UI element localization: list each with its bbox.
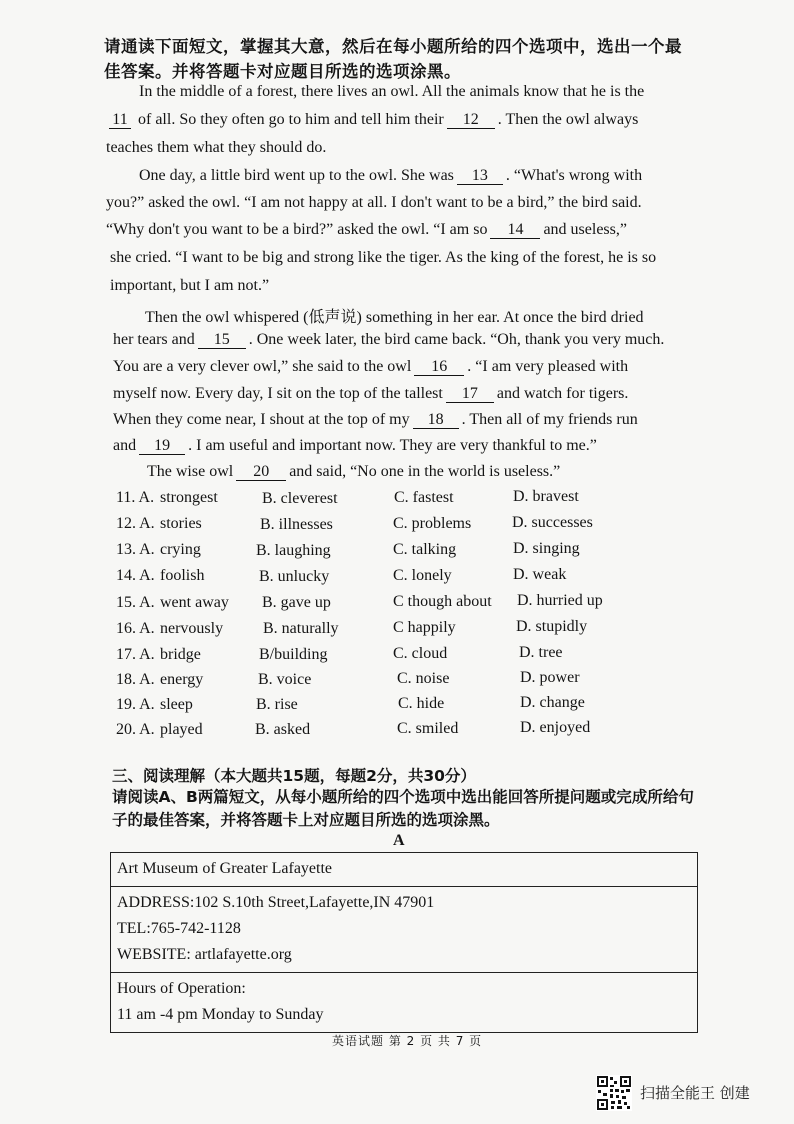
- question-number: 14. A.: [116, 567, 155, 584]
- option-c: C. cloud: [393, 645, 448, 662]
- passage-line: When they come near, I shout at the top of my 18 . Then all of my friends run: [113, 411, 638, 428]
- option-d: D. power: [520, 669, 580, 686]
- option-a: stories: [160, 515, 202, 532]
- blank-18: 18: [413, 412, 459, 429]
- passage-line: “Why don't you want to be a bird?” asked the owl. “I am so 14 and useless,”: [106, 221, 627, 238]
- option-d: D. stupidly: [516, 618, 588, 635]
- option-a: crying: [160, 541, 201, 558]
- passage-line: she cried. “I want to be big and strong like the tiger. As the king of the forest, he is so: [110, 249, 657, 266]
- question-number: 17. A.: [116, 646, 155, 663]
- blank-12: 12: [447, 112, 495, 129]
- qr-code-icon: [596, 1075, 632, 1111]
- option-c: C. problems: [393, 515, 472, 532]
- passage-line: In the middle of a forest, there lives an owl. All the animals know that he is the: [139, 83, 645, 100]
- question-number: 16. A.: [116, 620, 155, 637]
- passage-line: myself now. Every day, I sit on the top of the tallest 17 and watch for tigers.: [113, 385, 629, 402]
- option-c: C happily: [393, 619, 456, 636]
- option-c: C. hide: [398, 695, 445, 712]
- passage-line: important, but I am not.”: [110, 277, 270, 294]
- option-a: strongest: [160, 489, 218, 506]
- passage-line: Then the owl whispered (低声说) something in her ear. At once the bird dried: [145, 309, 644, 326]
- option-c: C though about: [393, 593, 492, 610]
- question-number: 18. A.: [116, 671, 155, 688]
- option-d: D. enjoyed: [520, 719, 591, 736]
- option-a: went away: [160, 594, 229, 611]
- option-b: B. voice: [258, 671, 312, 688]
- blank-13: 13: [457, 168, 503, 185]
- option-a: energy: [160, 671, 204, 688]
- passage-line: teaches them what they should do.: [106, 139, 327, 156]
- blank-11: 11: [109, 112, 131, 129]
- museum-website: WEBSITE: artlafayette.org: [117, 946, 292, 963]
- option-b: B. cleverest: [262, 490, 338, 507]
- passage-line: The wise owl 20 and said, “No one in the world is useless.”: [147, 463, 561, 480]
- option-b: B/building: [259, 646, 328, 663]
- scanner-watermark: 扫描全能王 创建: [640, 1084, 750, 1102]
- hours-label: Hours of Operation:: [117, 980, 246, 997]
- question-number: 12. A.: [116, 515, 155, 532]
- passage-line: You are a very clever owl,” she said to the owl 16 . “I am very pleased with: [113, 358, 629, 375]
- option-b: B. unlucky: [259, 568, 330, 585]
- blank-19: 19: [139, 438, 185, 455]
- passage-line: One day, a little bird went up to the owl. She was 13 . “What's wrong with: [139, 167, 643, 184]
- question-number: 20. A.: [116, 721, 155, 738]
- passage-line: and 19 . I am useful and important now. They are very thankful to me.”: [113, 437, 597, 454]
- passage-line: you?” asked the owl. “I am not happy at all. I don't want to be a bird,” the bird said.: [106, 194, 642, 211]
- blank-20: 20: [236, 464, 286, 481]
- blank-14: 14: [490, 222, 540, 239]
- question-number: 15. A.: [116, 594, 155, 611]
- option-d: D. singing: [513, 540, 580, 557]
- cloze-instructions: 请通读下面短文，掌握其大意，然后在每小题所给的四个选项中，选出一个最佳答案。并将答题卡对应题目所选的选项涂黑。: [104, 37, 682, 81]
- passage-line: her tears and 15 . One week later, the bird came back. “Oh, thank you very much.: [113, 331, 665, 348]
- museum-info-table: [110, 852, 698, 1033]
- option-d: D. weak: [513, 566, 567, 583]
- option-d: D. change: [520, 694, 585, 711]
- passage-label: A: [393, 832, 405, 849]
- option-c: C. noise: [397, 670, 450, 687]
- option-d: D. successes: [512, 514, 593, 531]
- option-b: B. naturally: [263, 620, 339, 637]
- section-heading: 三、阅读理解（本大题共15题，每题2分，共30分）: [112, 767, 476, 785]
- section-instructions: 请阅读A、B两篇短文，从每小题所给的四个选项中选出能回答所提问题或完成所给句子的最佳答案，并将答题卡上对应题目所选的选项涂黑。: [112, 788, 694, 829]
- option-b: B. laughing: [256, 542, 331, 559]
- option-a: nervously: [160, 620, 224, 637]
- blank-17: 17: [446, 386, 494, 403]
- question-number: 19. A.: [116, 696, 155, 713]
- option-d: D. hurried up: [517, 592, 603, 609]
- option-c: C. lonely: [393, 567, 452, 584]
- option-a: bridge: [160, 646, 201, 663]
- option-b: B. rise: [256, 696, 298, 713]
- option-c: C. smiled: [397, 720, 459, 737]
- option-a: sleep: [160, 696, 193, 713]
- option-b: B. asked: [255, 721, 311, 738]
- museum-hours-cell: [111, 973, 698, 1033]
- option-a: played: [160, 721, 203, 738]
- passage-line: 11 of all. So they often go to him and tell him their 12 . Then the owl always: [106, 111, 638, 129]
- option-b: B. gave up: [262, 594, 331, 611]
- hours-value: 11 am -4 pm Monday to Sunday: [117, 1006, 324, 1023]
- option-c: C. talking: [393, 541, 457, 558]
- blank-15: 15: [198, 332, 246, 349]
- option-c: C. fastest: [394, 489, 454, 506]
- option-d: D. bravest: [513, 488, 579, 505]
- museum-contact-cell: [111, 887, 698, 973]
- question-number: 11. A.: [116, 489, 155, 506]
- page-footer: 英语试题 第 2 页 共 7 页: [332, 1034, 483, 1048]
- museum-name: Art Museum of Greater Lafayette: [111, 853, 698, 887]
- blank-16: 16: [414, 359, 464, 376]
- question-number: 13. A.: [116, 541, 155, 558]
- option-b: B. illnesses: [260, 516, 333, 533]
- museum-tel: TEL:765-742-1128: [117, 920, 241, 937]
- option-d: D. tree: [519, 644, 563, 661]
- museum-address: ADDRESS:102 S.10th Street,Lafayette,IN 47901: [117, 894, 435, 911]
- option-a: foolish: [160, 567, 205, 584]
